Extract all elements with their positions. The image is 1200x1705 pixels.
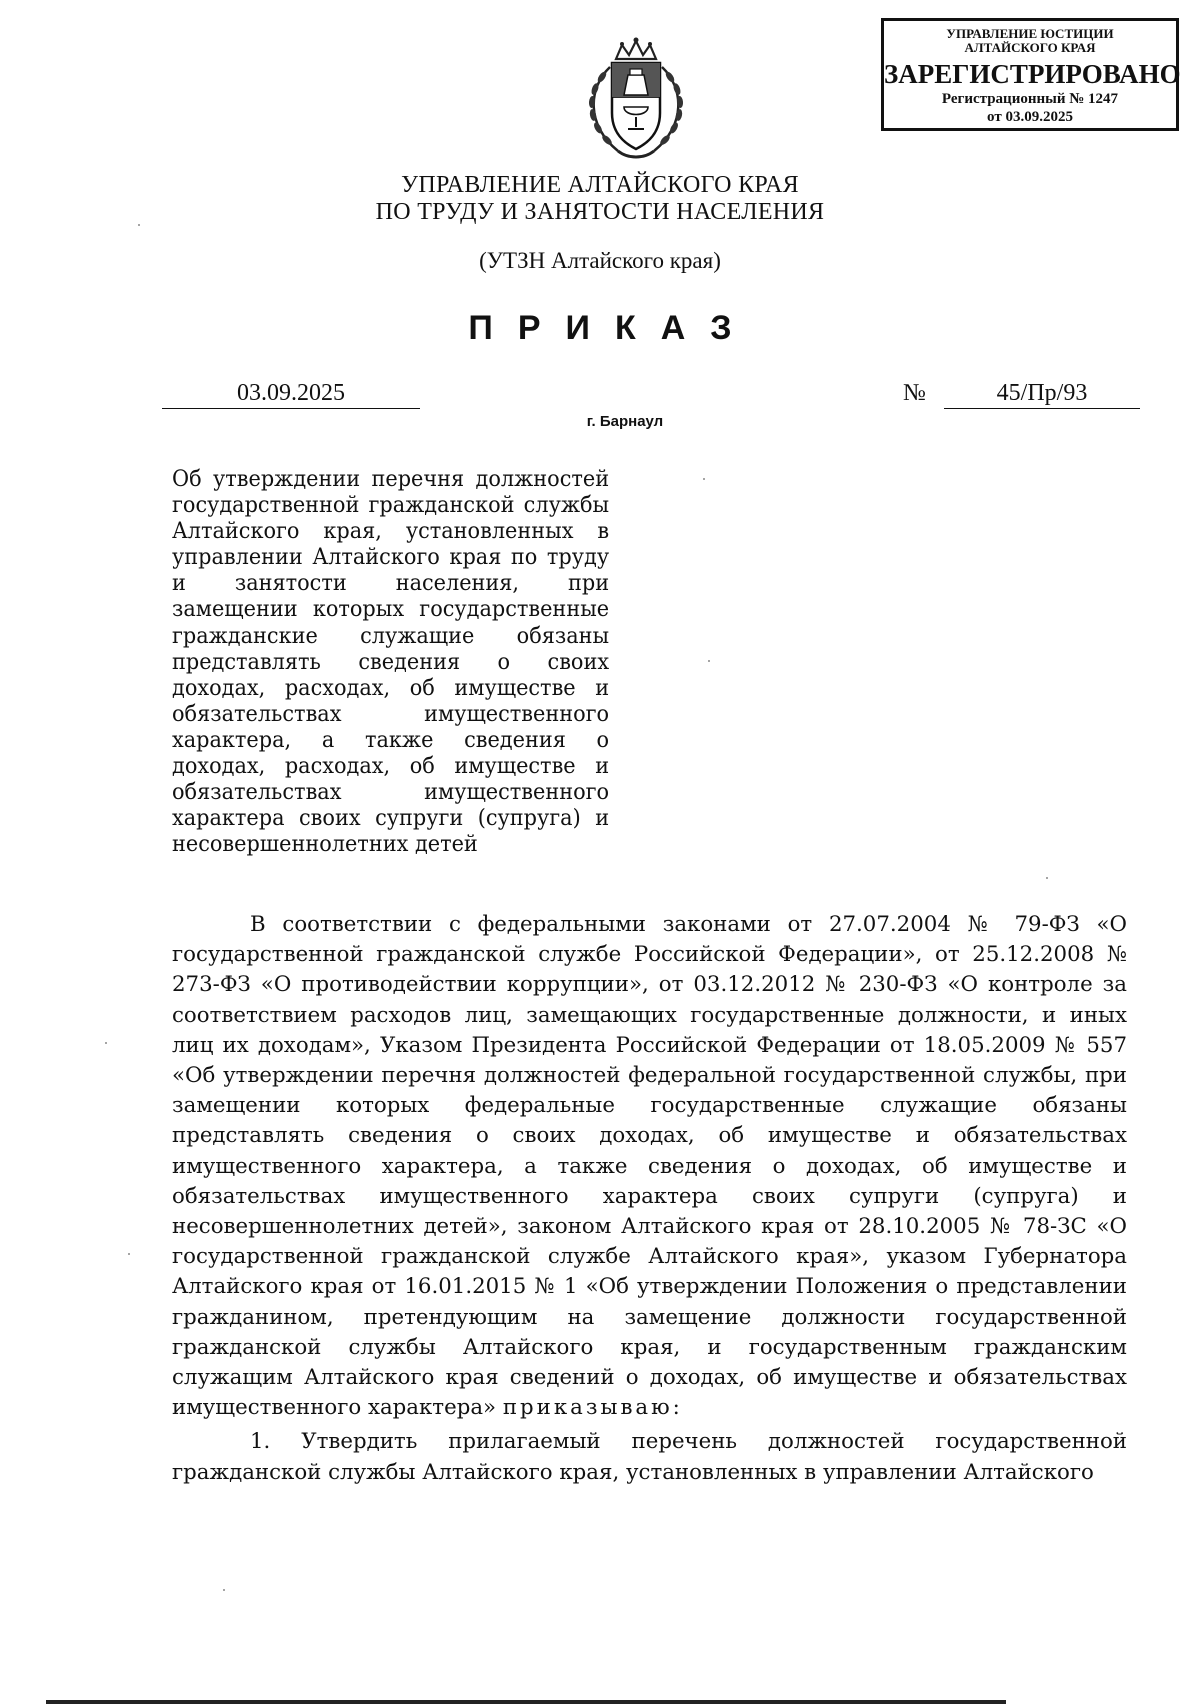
stamp-authority-line2: АЛТАЙСКОГО КРАЯ xyxy=(964,40,1096,55)
document-number-sign: № xyxy=(903,380,926,406)
coat-of-arms-emblem xyxy=(578,33,694,165)
registration-stamp xyxy=(881,18,1179,131)
document-type-title: ПРИКАЗ xyxy=(468,309,757,347)
stamp-registration-number: Регистрационный № 1247 xyxy=(941,91,1119,107)
organization-name-line2: ПО ТРУДУ И ЗАНЯТОСТИ НАСЕЛЕНИЯ xyxy=(375,199,825,225)
organization-abbreviation: (УТЗН Алтайского края) xyxy=(479,248,721,273)
stamp-date: от 03.09.2025 xyxy=(987,109,1073,125)
document-number: 45/Пр/93 xyxy=(944,378,1140,409)
organization-name-line1: УПРАВЛЕНИЕ АЛТАЙСКОГО КРАЯ xyxy=(401,172,799,198)
item-1-paragraph: 1. Утвердить прилагаемый перечень должностей государственной гражданской службы Алтайского края, установленных в управлении Алтайского xyxy=(172,1429,1127,1485)
stamp-status: ЗАРЕГИСТРИРОВАНО xyxy=(884,59,1181,89)
directive-word: приказываю: xyxy=(502,1395,683,1421)
document-date: 03.09.2025 xyxy=(162,378,420,409)
preamble-text: В соответствии с федеральными законами от 27.07.2004 № 79-ФЗ «О государственной гражданской службе Российской Федерации», от 25.12.2008 № 273-ФЗ «О противодействии коррупции», от 03.12.2012 № 230-ФЗ «О контроле за соответствием расходов лиц, замещающих государственные должности, и иных лиц их доходам», Указом Президента Российской Федерации от 18.05.2009 № 557 «Об утверждении перечня должностей федеральной государственной службы, при замещении которых федеральные государственные служащие обязаны представлять сведения о своих доходах, об имуществе и обязательствах имущественного характера, а также сведения о доходах, об имуществе и обязательствах имущественного характера своих супруги (супруга) и несовершеннолетних детей», законом Алтайского края от 28.10.2005 № 78-ЗС «О государственной гражданской службе Алтайского края», указом Губернатора Алтайского края от 16.01.2015 № 1 «Об утверждении Положения о представлении гражданином, претендующим на замещение должности государственной гражданской службы Алтайского края, и государственным гражданским служащим Алтайского края сведений о доходах, об имуществе и обязательствах имущественного характера» xyxy=(172,912,1127,1421)
document-body xyxy=(172,910,1127,1488)
document-city: г. Барнаул xyxy=(586,413,664,430)
organization-name xyxy=(300,172,900,226)
preamble-paragraph xyxy=(172,910,1127,1423)
scan-bottom-edge xyxy=(46,1700,1006,1704)
document-subject: Об утверждении перечня должностей государственной гражданской службы Алтайского края, установленных в управлении Алтайского края по труду и занятости населения, при замещении которых государственные гражданские служащие обязаны представлять сведения о своих доходах, расходах, об имуществе и обязательствах имущественного характера, а также сведения о доходах, расходах, об имуществе и обязательствах имущественного характера своих супруги (супруга) и несовершеннолетних детей xyxy=(172,466,610,858)
stamp-authority-line1: УПРАВЛЕНИЕ ЮСТИЦИИ xyxy=(946,26,1114,41)
